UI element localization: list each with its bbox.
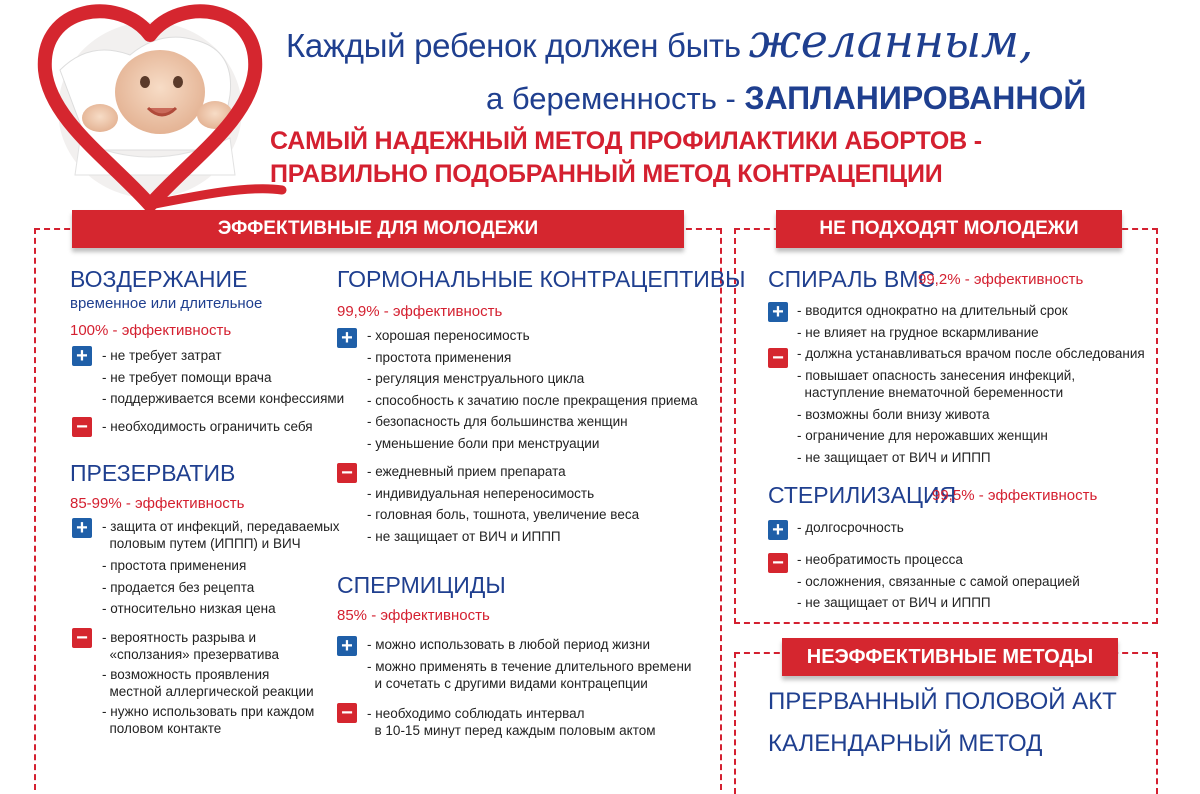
- plus-icon: +: [337, 328, 357, 348]
- list-item: - вероятность разрыва и «сползания» презерватива: [102, 630, 279, 662]
- condom-pros: [102, 516, 340, 620]
- spermicides-title: СПЕРМИЦИДЫ: [337, 572, 506, 598]
- condom-efficiency: 85-99% - эффективность: [70, 495, 245, 512]
- iud-efficiency: 99,2% - эффективность: [918, 271, 1084, 288]
- minus-icon: −: [337, 703, 357, 723]
- list-item: - необходимо соблюдать интервал в 10-15 минут перед каждым половым актом: [367, 706, 656, 738]
- sterilization-efficiency: 99,5% - эффективность: [932, 487, 1098, 504]
- list-item: - индивидуальная непереносимость: [367, 485, 595, 501]
- spermicides-cons: [367, 703, 656, 742]
- minus-icon: −: [768, 553, 788, 573]
- list-item: - можно применять в течение длительного времени и сочетать с другими видами контрацепции: [367, 658, 692, 691]
- list-item: - не защищает от ВИЧ и ИППП: [367, 528, 561, 544]
- list-item: - безопасность для большинства женщин: [367, 414, 628, 429]
- iud-cons: [797, 343, 1145, 468]
- list-item: - относительно низкая цена: [102, 601, 276, 616]
- hormonal-pros: [367, 325, 698, 454]
- list-item: - регуляция менструального цикла: [367, 371, 585, 386]
- iud-pros: [797, 300, 1068, 343]
- abstinence-cons: [102, 416, 313, 438]
- minus-icon: −: [72, 628, 92, 648]
- headline-line-1: Каждый ребенок должен быть желанным,: [286, 14, 1034, 68]
- list-item: - осложнения, связанные с самой операцией: [797, 573, 1080, 589]
- list-item: - уменьшение боли при менструации: [367, 435, 600, 451]
- list-item: - способность к зачатию после прекращения приема: [367, 392, 698, 408]
- list-item: - вводится однократно на длительный срок: [797, 303, 1068, 318]
- condom-cons: [102, 627, 314, 740]
- minus-icon: −: [337, 463, 357, 483]
- plus-icon: +: [72, 518, 92, 538]
- list-item: - должна устанавливаться врачом после обследования: [797, 346, 1145, 361]
- abstinence-title: ВОЗДЕРЖАНИЕ: [70, 266, 248, 292]
- tagline-1: САМЫЙ НАДЕЖНЫЙ МЕТОД ПРОФИЛАКТИКИ АБОРТОВ -: [270, 127, 982, 155]
- list-item: - возможны боли внизу живота: [797, 406, 990, 422]
- headline-script-word: желанным,: [748, 14, 1034, 68]
- list-item: - повышает опасность занесения инфекций, наступление внематочной беременности: [797, 367, 1076, 400]
- sterilization-pros: [797, 517, 904, 539]
- ineffective-item: КАЛЕНДАРНЫЙ МЕТОД: [768, 730, 1043, 757]
- spermicides-pros: [367, 634, 691, 695]
- list-item: - головная боль, тошнота, увеличение веса: [367, 507, 640, 522]
- plus-icon: +: [768, 520, 788, 540]
- list-item: - возможность проявления местной аллергической реакции: [102, 667, 314, 699]
- list-item: - поддерживается всеми конфессиями: [102, 391, 345, 406]
- plus-icon: +: [72, 346, 92, 366]
- spermicides-efficiency: 85% - эффективность: [337, 607, 490, 624]
- headline-bold-word: ЗАПЛАНИРОВАННОЙ: [744, 80, 1087, 116]
- list-item: - долгосрочность: [797, 520, 904, 535]
- hormonal-efficiency: 99,9% - эффективность: [337, 303, 503, 320]
- minus-icon: −: [768, 348, 788, 368]
- list-item: - защита от инфекций, передаваемых половым путем (ИППП) и ВИЧ: [102, 519, 340, 551]
- not-suitable-banner: НЕ ПОДХОДЯТ МОЛОДЕЖИ: [776, 210, 1122, 248]
- plus-icon: +: [768, 302, 788, 322]
- list-item: - хорошая переносимость: [367, 328, 530, 343]
- list-item: - ежедневный прием препарата: [367, 464, 566, 479]
- tagline-2: ПРАВИЛЬНО ПОДОБРАННЫЙ МЕТОД КОНТРАЦЕПЦИИ: [270, 160, 943, 188]
- sterilization-title: СТЕРИЛИЗАЦИЯ: [768, 482, 957, 508]
- list-item: - простота применения: [367, 349, 512, 365]
- abstinence-subtitle: временное или длительное: [70, 295, 263, 312]
- list-item: - можно использовать в любой период жизни: [367, 637, 651, 652]
- ineffective-banner: НЕЭФФЕКТИВНЫЕ МЕТОДЫ: [782, 638, 1118, 676]
- list-item: - необходимость ограничить себя: [102, 419, 313, 434]
- condom-title: ПРЕЗЕРВАТИВ: [70, 460, 236, 486]
- abstinence-pros: [102, 345, 344, 410]
- ineffective-item: ПРЕРВАННЫЙ ПОЛОВОЙ АКТ: [768, 688, 1117, 715]
- hero-baby-heart-image: [20, 0, 290, 220]
- plus-icon: +: [337, 636, 357, 656]
- hormonal-title: ГОРМОНАЛЬНЫЕ КОНТРАЦЕПТИВЫ: [337, 266, 746, 292]
- list-item: - не влияет на грудное вскармливание: [797, 324, 1039, 340]
- abstinence-efficiency: 100% - эффективность: [70, 322, 232, 339]
- list-item: - не требует помощи врача: [102, 369, 272, 385]
- effective-banner: ЭФФЕКТИВНЫЕ ДЛЯ МОЛОДЕЖИ: [72, 210, 684, 248]
- list-item: - нужно использовать при каждом половом контакте: [102, 704, 315, 736]
- list-item: - ограничение для нерожавших женщин: [797, 428, 1048, 443]
- list-item: - не защищает от ВИЧ и ИППП: [797, 449, 991, 465]
- list-item: - простота применения: [102, 558, 247, 573]
- list-item: - не требует затрат: [102, 348, 222, 363]
- list-item: - не защищает от ВИЧ и ИППП: [797, 595, 991, 610]
- headline-line-2: а беременность - ЗАПЛАНИРОВАННОЙ: [486, 80, 1087, 116]
- iud-title: СПИРАЛЬ ВМС: [768, 266, 936, 292]
- list-item: - необратимость процесса: [797, 552, 963, 567]
- sterilization-cons: [797, 549, 1080, 614]
- hormonal-cons: [367, 461, 639, 547]
- list-item: - продается без рецепта: [102, 579, 255, 595]
- minus-icon: −: [72, 417, 92, 437]
